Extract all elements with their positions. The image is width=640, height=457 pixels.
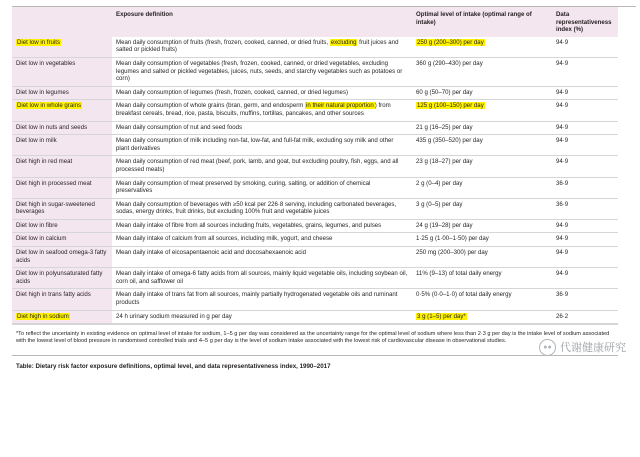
- optimal-level-cell: [412, 233, 552, 247]
- optimal-level-value: 250 g (200–300) per day: [417, 38, 484, 46]
- risk-factor-label: Diet high in sodium: [17, 312, 69, 320]
- exposure-definition-cell: [112, 177, 412, 198]
- risk-factor-cell: [12, 233, 112, 247]
- data-representativeness-value: 36·9: [552, 198, 618, 219]
- risk-factor-cell: [12, 289, 112, 310]
- optimal-level-cell: [412, 177, 552, 198]
- risk-factor-cell: [12, 100, 112, 121]
- table-row: [12, 37, 618, 58]
- risk-factor-label: Diet low in nuts and seeds: [16, 123, 88, 131]
- table-row: [12, 268, 618, 289]
- optimal-level-cell: [412, 57, 552, 86]
- header-risk: [12, 7, 112, 37]
- risk-factor-label: Diet low in whole grains: [17, 102, 82, 110]
- exposure-definition-cell: [112, 37, 412, 58]
- data-representativeness-value: 94·9: [552, 86, 618, 100]
- data-representativeness-value: 94·9: [552, 57, 618, 86]
- exposure-definition-cell: [112, 57, 412, 86]
- definition-text: 24 h urinary sodium measured in g per day: [116, 312, 232, 320]
- watermark-text: 代谢健康研究: [560, 342, 626, 355]
- exposure-definition-cell: [112, 268, 412, 289]
- risk-factor-cell: [12, 247, 112, 268]
- optimal-level-cell: [412, 156, 552, 177]
- data-representativeness-value: 94·9: [552, 156, 618, 177]
- table-header-row: [12, 7, 618, 37]
- optimal-level-value: 360 g (290–430) per day: [416, 59, 483, 67]
- table-row: [12, 121, 618, 135]
- table-row: [12, 100, 618, 121]
- table-row: [12, 86, 618, 100]
- exposure-definition-cell: [112, 100, 412, 121]
- risk-factor-cell: [12, 198, 112, 219]
- risk-factor-label: Diet high in sugar-sweetened beverages: [16, 200, 95, 216]
- table-row: [12, 198, 618, 219]
- exposure-definition-cell: [112, 86, 412, 100]
- optimal-level-value: 250 mg (200–300) per day: [416, 249, 488, 257]
- risk-factor-cell: [12, 310, 112, 324]
- optimal-level-cell: [412, 86, 552, 100]
- exposure-definition-cell: [112, 135, 412, 156]
- table-body: [12, 37, 618, 324]
- optimal-level-cell: [412, 121, 552, 135]
- definition-text: Mean daily consumption of beverages with ≥50 kcal per 226·8 serving, including carbonated beverages, sodas, energy drinks, fruit drinks, but excluding 100% fruit and vegetable juices: [116, 200, 397, 216]
- data-representativeness-value: 36·9: [552, 177, 618, 198]
- risk-factor-label: Diet low in vegetables: [16, 59, 76, 67]
- optimal-level-cell: [412, 310, 552, 324]
- optimal-level-value: 24 g (19–28) per day: [416, 221, 473, 229]
- optimal-level-value: 435 g (350–520) per day: [416, 137, 483, 145]
- definition-text: Mean daily consumption of nut and seed foods: [116, 123, 243, 131]
- table-row: [12, 247, 618, 268]
- data-representativeness-value: 94·9: [552, 37, 618, 58]
- exposure-definition-cell: [112, 198, 412, 219]
- header-exposure-definition: Exposure definition: [112, 7, 412, 37]
- optimal-level-value: 2 g (0–4) per day: [416, 179, 463, 187]
- exposure-definition-cell: [112, 156, 412, 177]
- table-caption: Table: Dietary risk factor exposure definitions, optimal level, and data representativeness index, 1990–2017: [12, 355, 618, 370]
- optimal-level-cell: [412, 219, 552, 233]
- optimal-level-cell: [412, 100, 552, 121]
- risk-factor-cell: [12, 219, 112, 233]
- risk-factor-label: Diet high in processed meat: [16, 179, 92, 187]
- definition-text: Mean daily intake of calcium from all sources, including milk, yogurt, and cheese: [116, 235, 333, 243]
- data-representativeness-value: 26·2: [552, 310, 618, 324]
- optimal-level-value: 3 g (0–5) per day: [416, 200, 463, 208]
- exposure-definition-cell: [112, 289, 412, 310]
- table-row: [12, 219, 618, 233]
- data-representativeness-value: 94·9: [552, 100, 618, 121]
- optimal-level-value: 11% (9–13) of total daily energy: [416, 270, 502, 278]
- risk-factor-cell: [12, 121, 112, 135]
- data-representativeness-value: 94·9: [552, 247, 618, 268]
- risk-factor-cell: [12, 268, 112, 289]
- definition-text: Mean daily intake of omega-6 fatty acids from all sources, mainly liquid vegetable oils, including soybean oil, corn oil, and safflower oil: [116, 270, 408, 285]
- definition-highlight: excluding: [330, 38, 357, 46]
- table-row: [12, 177, 618, 198]
- definition-text-continued: ) from breakfast cereals, bread, rice, pasta, biscuits, muffins, tortillas, pancakes, and other sources: [116, 102, 391, 117]
- header-data-representativeness: Data representativeness index (%): [552, 7, 618, 37]
- definition-text: Mean daily intake of trans fat from all sources, mainly partially hydrogenated vegetable oils and ruminant products: [116, 291, 398, 307]
- optimal-level-value: 1·25 g (1·00–1·50) per day: [416, 235, 489, 243]
- optimal-level-value: 21 g (16–25) per day: [416, 123, 473, 131]
- exposure-definition-cell: [112, 310, 412, 324]
- risk-factor-cell: [12, 57, 112, 86]
- optimal-level-cell: [412, 135, 552, 156]
- risk-factor-label: Diet low in milk: [16, 137, 57, 145]
- table-row: [12, 310, 618, 324]
- risk-factor-cell: [12, 156, 112, 177]
- definition-text: Mean daily consumption of fruits (fresh, frozen, cooked, canned, or dried fruits,: [116, 38, 330, 46]
- exposure-definition-cell: [112, 121, 412, 135]
- optimal-level-cell: [412, 268, 552, 289]
- header-optimal-level: Optimal level of intake (optimal range of intake): [412, 7, 552, 37]
- risk-factor-cell: [12, 135, 112, 156]
- risk-factor-cell: [12, 37, 112, 58]
- table-row: [12, 289, 618, 310]
- wechat-logo-icon: ●●: [539, 339, 556, 356]
- optimal-level-cell: [412, 198, 552, 219]
- risk-factor-label: Diet low in polyunsaturated fatty acids: [16, 270, 103, 285]
- optimal-level-value: 60 g (50–70) per day: [416, 88, 473, 96]
- risk-factor-label: Diet low in seafood omega-3 fatty acids: [16, 249, 107, 264]
- definition-text: Mean daily intake of fibre from all sources including fruits, vegetables, grains, legumes, and pulses: [116, 221, 382, 229]
- data-representativeness-value: 94·9: [552, 219, 618, 233]
- exposure-definition-cell: [112, 233, 412, 247]
- data-representativeness-value: 94·9: [552, 268, 618, 289]
- optimal-level-cell: [412, 289, 552, 310]
- optimal-level-value: 3 g (1–5) per day*: [417, 312, 466, 320]
- data-representativeness-value: 94·9: [552, 121, 618, 135]
- definition-text: Mean daily consumption of milk including non-fat, low-fat, and full-fat milk, excluding soy milk and other plant derivatives: [116, 137, 394, 152]
- risk-factor-label: Diet high in red meat: [16, 158, 73, 166]
- data-representativeness-value: 36·9: [552, 289, 618, 310]
- data-representativeness-value: 94·9: [552, 135, 618, 156]
- risk-factor-label: Diet low in calcium: [16, 235, 67, 243]
- table-row: [12, 233, 618, 247]
- risk-factor-label: Diet high in trans fatty acids: [16, 291, 91, 299]
- definition-text: Mean daily consumption of whole grains (bran, germ, and endosperm: [116, 102, 306, 110]
- definition-text: Mean daily intake of eicosapentaenoic acid and docosahexaenoic acid: [116, 249, 307, 257]
- watermark: [539, 339, 626, 356]
- risk-factor-table: [12, 7, 618, 324]
- definition-text-continued: fruit juices and salted or pickled fruits): [116, 38, 399, 54]
- definition-text: Mean daily consumption of vegetables (fresh, frozen, cooked, canned, or dried vegetables, excluding legumes and salted or pickled vegetables, juices, nuts, seeds, and starchy vegetables such as potatoes or corn): [116, 59, 403, 83]
- optimal-level-value: 0·5% (0·0–1·0) of total daily energy: [416, 291, 512, 299]
- risk-factor-label: Diet low in fruits: [17, 38, 61, 46]
- table-row: [12, 156, 618, 177]
- optimal-level-value: 125 g (100–150) per day: [417, 102, 484, 110]
- data-representativeness-value: 94·9: [552, 233, 618, 247]
- footnote: *To reflect the uncertainty in existing evidence on optimal level of intake for sodium, 1–5 g per day was considered as the uncertainty range for the optimal level of sodium where less than 2·3 g per day is the intake level of sodium associated with the lowest level of blood pressure in randomised controlled trials and 4–5 g per day is the level of sodium intake associated with the lowest risk of cardiovascular disease in observational studies.: [12, 324, 618, 345]
- optimal-level-value: 23 g (18–27) per day: [416, 158, 473, 166]
- risk-factor-cell: [12, 86, 112, 100]
- definition-text: Mean daily consumption of meat preserved by smoking, curing, salting, or addition of chemical preservatives: [116, 179, 371, 195]
- table-row: [12, 135, 618, 156]
- definition-text: Mean daily consumption of legumes (fresh, frozen, cooked, canned, or dried legumes): [116, 88, 349, 96]
- risk-factor-cell: [12, 177, 112, 198]
- exposure-definition-cell: [112, 247, 412, 268]
- document: [12, 6, 636, 370]
- risk-factor-label: Diet low in fibre: [16, 221, 58, 229]
- optimal-level-cell: [412, 247, 552, 268]
- table-row: [12, 57, 618, 86]
- optimal-level-cell: [412, 37, 552, 58]
- definition-highlight: in their natural proportion: [306, 102, 374, 110]
- risk-factor-label: Diet low in legumes: [16, 88, 69, 96]
- exposure-definition-cell: [112, 219, 412, 233]
- definition-text: Mean daily consumption of red meat (beef, pork, lamb, and goat, but excluding poultry, fish, eggs, and all processed meats): [116, 158, 399, 173]
